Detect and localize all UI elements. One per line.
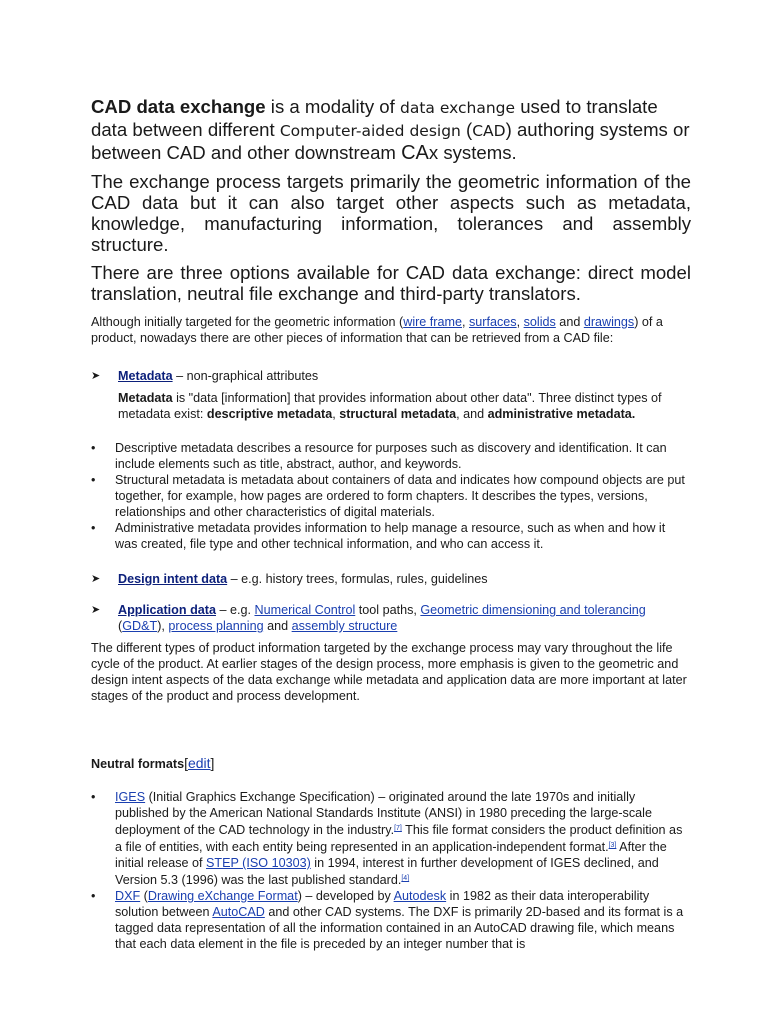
- bullet-icon: •: [91, 441, 96, 455]
- edit-link[interactable]: edit: [187, 755, 211, 771]
- list-item: • Descriptive metadata describes a resource for purposes such as discovery and identification. It can include elements such as title, abstract, author, and keywords.: [91, 441, 667, 471]
- list-item-iges: • IGES (Initial Graphics Exchange Specification) – originated around the late 1970s and initially published by the American National Standards Institute (ANSI) in 1980 preceding the large-scale deployment of the CAD technology in the industry.[7] This file format considers the product definition as a file of entities, with each entity being represented in an application-independent format.[3] After the initial release of STEP (ISO 10303) in 1994, interest in further development of IGES declined, and Version 5.3 (1996) was the last published standard.[4]: [91, 790, 683, 887]
- ref-7-link[interactable]: [7]: [394, 825, 402, 832]
- application-data-item: ➤ Application data – e.g. Numerical Control tool paths, Geometric dimensioning and tolerancing (GD&T), process planning and assembly structure: [91, 603, 646, 633]
- list-item: • Structural metadata is metadata about containers of data and indicates how compound objects are put together, for example, how pages are ordered to form chapters. It describes the types, versions, relationships and other characteristics of digital materials.: [91, 473, 685, 519]
- bullet-icon: •: [91, 790, 96, 804]
- bullet-icon: •: [91, 889, 96, 903]
- ref-3-link[interactable]: [3]: [608, 842, 617, 849]
- cax-link[interactable]: CA: [401, 142, 429, 164]
- wire-frame-link[interactable]: wire frame: [403, 315, 462, 329]
- application-data-link[interactable]: Application data: [118, 603, 216, 617]
- intro-paragraph-1: CAD data exchange is a modality of data exchange used to translate data between different Computer-aided design (CAD) authoring systems or between CAD and other downstream CAx systems.: [91, 96, 690, 164]
- geometric-paragraph: Although initially targeted for the geometric information (wire frame, surfaces, solids and drawings) of a product, nowadays there are other pieces of information that can be retrieved from a CAD file:: [91, 315, 663, 345]
- autodesk-link[interactable]: Autodesk: [393, 889, 447, 903]
- solids-link[interactable]: solids: [523, 315, 556, 329]
- lifecycle-paragraph: The different types of product information targeted by the exchange process may vary throughout the life cycle of the product. At earlier stages of the design process, more emphasis is given to the geometric and design intent aspects of the data exchange while metadata and application data are more important at later stages of the product and process development.: [91, 641, 687, 703]
- numerical-control-link[interactable]: Numerical Control: [254, 603, 356, 617]
- intro-paragraph-3: There are three options available for CAD data exchange: direct model translation, neutral file exchange and third-party translators.: [91, 262, 691, 304]
- intro-paragraph-2: The exchange process targets primarily the geometric information of the CAD data but it can also target other aspects such as metadata, knowledge, manufacturing information, tolerances and assembly structure.: [91, 171, 691, 255]
- process-planning-link[interactable]: process planning: [168, 619, 264, 633]
- cad-abbrev-link[interactable]: CAD: [472, 122, 506, 140]
- dxf-format-link[interactable]: Drawing eXchange Format: [147, 889, 298, 903]
- cad-link[interactable]: Computer-aided design: [279, 122, 461, 140]
- bullet-icon: •: [91, 521, 96, 535]
- metadata-item: ➤ Metadata – non-graphical attributes: [91, 369, 319, 383]
- neutral-formats-heading: Neutral formats[edit]: [91, 755, 215, 771]
- autocad-link[interactable]: AutoCAD: [212, 905, 265, 919]
- metadata-bullet-list: [91, 440, 691, 552]
- article-term: CAD data exchange: [91, 96, 266, 117]
- list-item: • Administrative metadata provides information to help manage a resource, such as when and how it was created, file type and other technical information, and who can access it.: [91, 521, 666, 551]
- design-intent-link[interactable]: Design intent data: [118, 572, 228, 586]
- drawings-link[interactable]: drawings: [583, 315, 635, 329]
- gdt-link[interactable]: Geometric dimensioning and tolerancing: [420, 603, 646, 617]
- data-exchange-link[interactable]: data exchange: [399, 99, 516, 117]
- ref-4-link[interactable]: [4]: [401, 875, 410, 882]
- surfaces-link[interactable]: surfaces: [469, 315, 517, 329]
- neutral-formats-list: [91, 789, 691, 952]
- metadata-link[interactable]: Metadata: [118, 369, 173, 383]
- list-item-dxf: • DXF (Drawing eXchange Format) – developed by Autodesk in 1982 as their data interoperability solution between AutoCAD and other CAD systems. The DXF is primarily 2D-based and its format is a tagged data representation of all the information contained in an AutoCAD drawing file, which means that each data element in the file is preceded by an integer number that is: [91, 889, 684, 951]
- assembly-structure-link[interactable]: assembly structure: [291, 619, 398, 633]
- step-link[interactable]: STEP (ISO 10303): [206, 856, 311, 870]
- iges-link[interactable]: IGES: [115, 790, 146, 804]
- gdt-abbrev-link[interactable]: GD&T: [122, 619, 158, 633]
- metadata-definition: Metadata is "data [information] that provides information about other data". Three distinct types of metadata exist: descriptive metadata, structural metadata, and administrative metadata.: [118, 391, 662, 421]
- design-intent-item: ➤ Design intent data – e.g. history trees, formulas, rules, guidelines: [91, 572, 488, 586]
- arrow-bullet-icon: ➤: [91, 370, 101, 382]
- bullet-icon: •: [91, 473, 96, 487]
- arrow-bullet-icon: ➤: [91, 573, 101, 585]
- arrow-bullet-icon: ➤: [91, 604, 101, 616]
- dxf-link[interactable]: DXF: [115, 889, 141, 903]
- document-page: [91, 96, 691, 952]
